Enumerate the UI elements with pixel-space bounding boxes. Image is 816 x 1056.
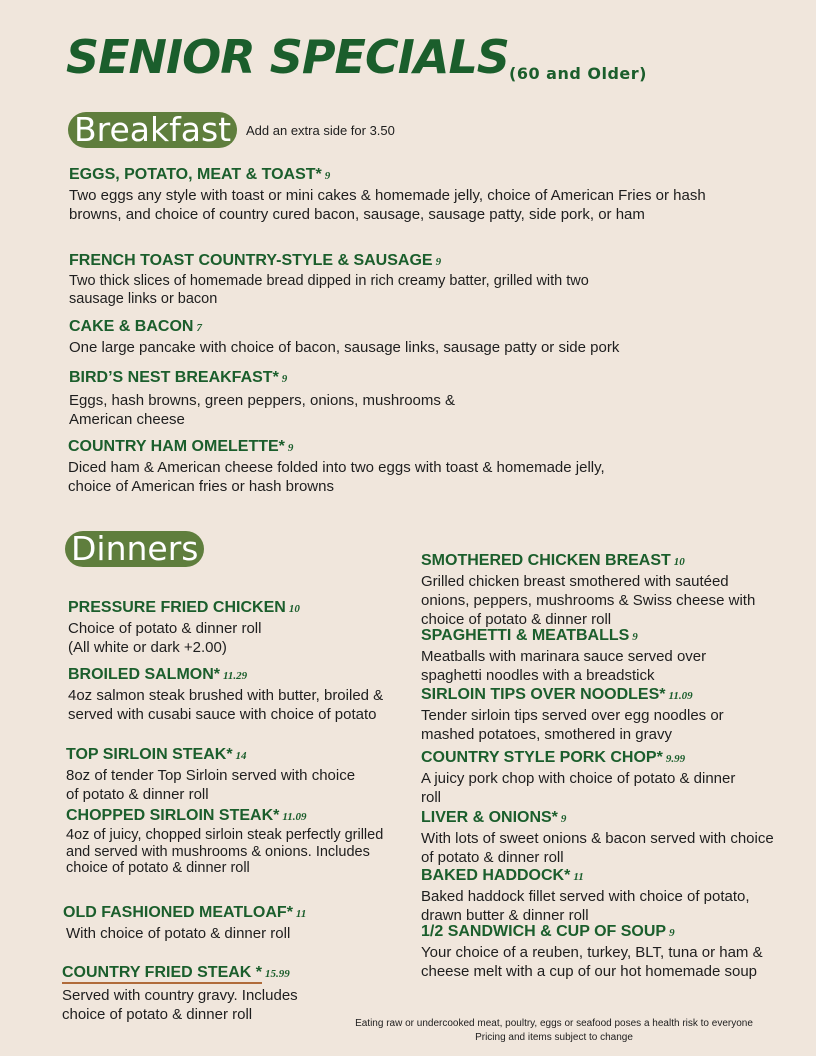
item-name: LIVER & ONIONS* <box>421 809 558 826</box>
item-price: 9 <box>281 373 288 385</box>
item-name: FRENCH TOAST COUNTRY-STYLE & SAUSAGE <box>69 252 433 269</box>
item-description: With lots of sweet onions & bacon served with choice of potato & dinner roll <box>421 830 774 866</box>
item-description: Baked haddock fillet served with choice of potato, drawn butter & dinner roll <box>421 888 750 924</box>
item-name: COUNTRY HAM OMELETTE* <box>68 438 285 455</box>
item-price: 10 <box>288 603 300 615</box>
item-price: 11 <box>295 908 307 920</box>
item-price: 9 <box>560 813 567 825</box>
breakfast-note: Add an extra side for 3.50 <box>246 123 395 138</box>
item-description: Choice of potato & dinner roll <box>68 620 262 637</box>
item-name: SPAGHETTI & MEATBALLS <box>421 627 630 644</box>
item-price: 11.29 <box>223 670 248 682</box>
item-price: 9 <box>669 927 675 939</box>
menu-item <box>68 598 398 657</box>
item-price: 10 <box>673 556 685 568</box>
item-name: BAKED HADDOCK* <box>421 867 571 884</box>
menu-item <box>421 626 761 685</box>
menu-item <box>66 745 356 804</box>
item-price: 11.09 <box>668 690 693 702</box>
menu-item <box>63 903 313 943</box>
menu-item <box>421 748 741 807</box>
item-name: BIRD’S NEST BREAKFAST* <box>69 369 279 386</box>
item-description: Tender sirloin tips served over egg noodles or mashed potatoes, smothered in gravy <box>421 707 724 743</box>
item-name: PRESSURE FRIED CHICKEN <box>68 599 286 616</box>
item-name: SMOTHERED CHICKEN BREAST <box>421 552 671 569</box>
menu-item <box>66 806 386 877</box>
item-price: 9 <box>287 442 294 454</box>
item-description: 4oz of juicy, chopped sirloin steak perfectly grilled and served with mushrooms & onions. Includes choice of potato & dinner roll <box>66 827 384 876</box>
menu-item <box>62 963 332 1024</box>
item-name: COUNTRY FRIED STEAK * <box>62 964 262 984</box>
page-subtitle: (60 and Older) <box>509 64 647 83</box>
item-description: Your choice of a reuben, turkey, BLT, tuna or ham & cheese melt with a cup of our hot homemade soup <box>421 944 763 980</box>
item-description: Grilled chicken breast smothered with sautéed onions, peppers, mushrooms & Swiss cheese with choice of potato & dinner roll <box>421 573 756 628</box>
item-description: Two eggs any style with toast or mini cakes & homemade jelly, choice of American Fries or hash browns, and choice of country cured bacon, sausage, sausage patty, side pork, or ham <box>69 187 706 223</box>
item-description: 4oz salmon steak brushed with butter, broiled & served with cusabi sauce with choice of potato <box>68 687 384 723</box>
item-description: Two thick slices of homemade bread dipped in rich creamy batter, grilled with two sausage links or bacon <box>69 273 589 307</box>
item-price: 14 <box>235 750 247 762</box>
item-name: CAKE & BACON <box>69 318 194 335</box>
item-price: 15.99 <box>265 968 290 980</box>
item-price: 11.09 <box>282 811 307 823</box>
item-name: EGGS, POTATO, MEAT & TOAST* <box>69 166 322 183</box>
item-name: 1/2 SANDWICH & CUP OF SOUP <box>421 923 667 940</box>
health-warning: Eating raw or undercooked meat, poultry, eggs or seafood poses a health risk to everyone <box>355 1018 753 1029</box>
menu-item <box>68 665 403 724</box>
item-description: With choice of potato & dinner roll <box>66 925 291 942</box>
menu-item <box>69 368 479 429</box>
item-name: TOP SIRLOIN STEAK* <box>66 746 233 763</box>
dinners-heading: Dinners <box>65 531 204 567</box>
item-price: 7 <box>196 322 202 334</box>
item-description: Diced ham & American cheese folded into two eggs with toast & homemade jelly, choice of American fries or hash browns <box>68 459 605 495</box>
menu-item <box>421 808 776 867</box>
item-name: COUNTRY STYLE PORK CHOP* <box>421 749 663 766</box>
menu-item <box>421 685 766 744</box>
item-description: Meatballs with marinara sauce served over spaghetti noodles with a breadstick <box>421 648 707 684</box>
page-title: SENIOR SPECIALS <box>66 30 509 84</box>
menu-item <box>69 165 709 224</box>
item-price: 11 <box>573 871 584 883</box>
item-price: 9.99 <box>665 753 686 765</box>
item-name: OLD FASHIONED MEATLOAF* <box>63 904 293 921</box>
item-description: One large pancake with choice of bacon, sausage links, sausage patty or side pork <box>69 339 620 356</box>
menu-item <box>69 317 709 357</box>
item-description: Served with country gravy. Includes choice of potato & dinner roll <box>62 987 298 1023</box>
menu-item <box>68 437 628 496</box>
item-note: (All white or dark +2.00) <box>68 639 227 656</box>
menu-item <box>421 866 791 925</box>
item-name: CHOPPED SIRLOIN STEAK* <box>66 807 280 824</box>
item-price: 9 <box>632 631 638 643</box>
item-description: Eggs, hash browns, green peppers, onions, mushrooms & American cheese <box>69 392 456 428</box>
pricing-note: Pricing and items subject to change <box>475 1032 633 1043</box>
menu-item <box>69 251 619 308</box>
item-price: 9 <box>324 170 331 182</box>
menu-item <box>421 551 781 629</box>
menu-item <box>421 922 781 981</box>
footer <box>330 1017 778 1045</box>
breakfast-heading: Breakfast <box>68 112 237 148</box>
item-description: A juicy pork chop with choice of potato & dinner roll <box>421 770 736 806</box>
item-description: 8oz of tender Top Sirloin served with choice of potato & dinner roll <box>66 767 356 803</box>
item-name: BROILED SALMON* <box>68 666 220 683</box>
item-name: SIRLOIN TIPS OVER NOODLES* <box>421 686 666 703</box>
item-price: 9 <box>435 256 442 268</box>
